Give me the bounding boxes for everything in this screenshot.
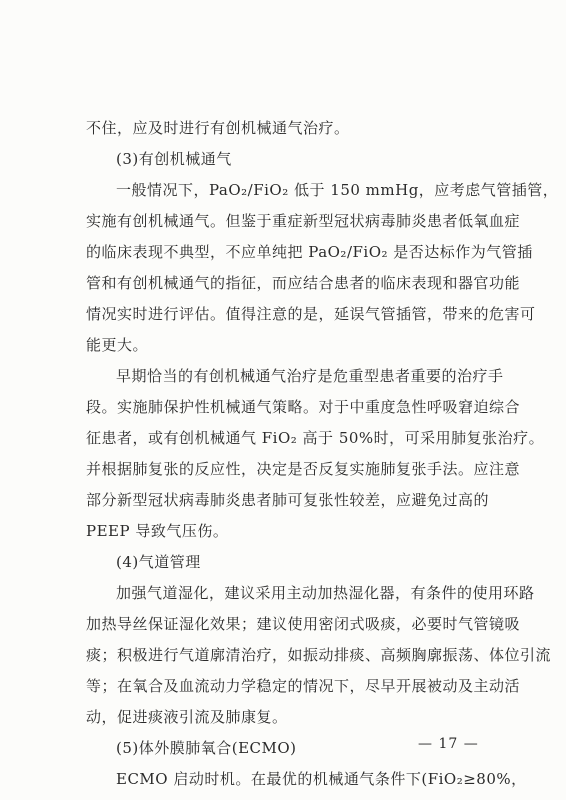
body-text-line: 情况实时进行评估。值得注意的是，延误气管插管，带来的危害可 [86, 305, 536, 323]
body-text-line: ECMO 启动时机。在最优的机械通气条件下(FiO₂≥80%， [116, 770, 527, 788]
body-text-line: 一般情况下，PaO₂/FiO₂ 低于 150 mmHg，应考虑气管插管， [116, 181, 559, 199]
body-text-line: 的临床表现不典型，不应单纯把 PaO₂/FiO₂ 是否达标作为气管插 [86, 243, 533, 261]
body-text-line: PEEP 导致气压伤。 [86, 522, 229, 540]
body-text-line: 动，促进痰液引流及肺康复。 [86, 708, 288, 726]
body-text-line: 能更大。 [86, 336, 149, 354]
section-heading-ecmo: (5)体外膜肺氧合(ECMO) [116, 739, 297, 757]
body-text-line: 等；在氧合及血流动力学稳定的情况下，尽早开展被动及主动活 [86, 677, 521, 695]
section-heading-airway-management: (4)气道管理 [116, 553, 201, 571]
body-text-line: 段。实施肺保护性机械通气策略。对于中重度急性呼吸窘迫综合 [86, 398, 521, 416]
body-text-line: 征患者，或有创机械通气 FiO₂ 高于 50%时，可采用肺复张治疗。 [86, 429, 545, 447]
body-text-line: 加强气道湿化，建议采用主动加热湿化器，有条件的使用环路 [116, 584, 535, 602]
body-text-line: 实施有创机械通气。但鉴于重症新型冠状病毒肺炎患者低氧血症 [86, 212, 521, 230]
body-text-line: 早期恰当的有创机械通气治疗是危重型患者重要的治疗手 [116, 367, 504, 385]
body-text-line: 管和有创机械通气的指征，而应结合患者的临床表现和器官功能 [86, 274, 521, 292]
body-text-line: 不住，应及时进行有创机械通气治疗。 [86, 119, 350, 137]
body-text-line: 加热导丝保证湿化效果；建议使用密闭式吸痰，必要时气管镜吸 [86, 615, 521, 633]
body-text-line: 痰；积极进行气道廓清治疗，如振动排痰、高频胸廓振荡、体位引流 [86, 646, 552, 664]
body-text-line: 部分新型冠状病毒肺炎患者肺可复张性较差，应避免过高的 [86, 491, 490, 509]
body-text-line: 并根据肺复张的反应性，决定是否反复实施肺复张手法。应注意 [86, 460, 521, 478]
section-heading-invasive-ventilation: (3)有创机械通气 [116, 150, 232, 168]
page-number: — 17 — [418, 736, 479, 752]
